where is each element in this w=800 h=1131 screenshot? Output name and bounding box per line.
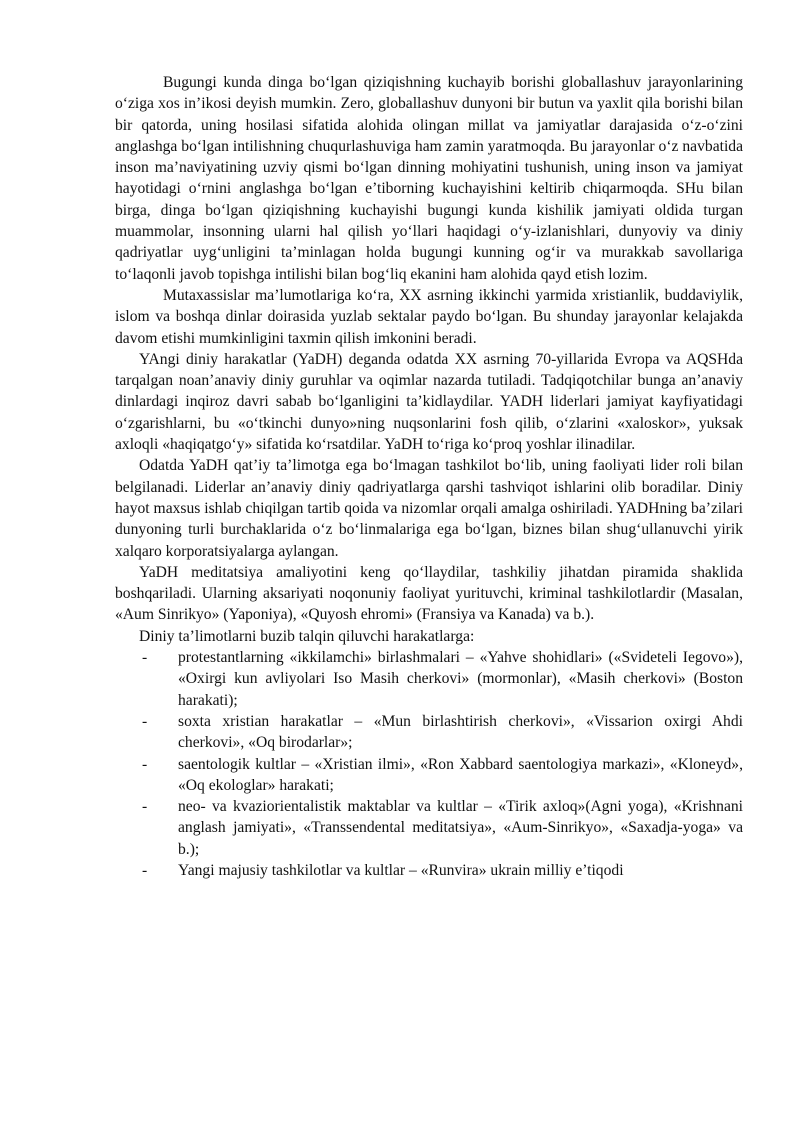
paragraph-globalization: Bugungi kunda dinga bo‘lgan qiziqishning kuchayib borishi globallashuv jarayonlarining o‘ziga xos in’ikosi deyish mumkin. Zero, globallashuv dunyoni bir butun va yaxlit qila borishi bilan bir qatorda, uning hosilasi sifatida alohida olingan millat va jamiyatlar darajasida o‘z-o‘zini anglashga bo‘lgan intilishning chuqurlashuviga ham zamin yaratmoqda. Bu jarayonlar o‘z navbatida inson ma’naviyatining uzviy qismi bo‘lgan dinning mohiyatini tushunish, uning inson va jamiyat hayotidagi o‘rnini anglashga bo‘lgan e’tiborning kuchayishini keltirib chiqarmoqda. SHu bilan birga, dinga bo‘lgan qiziqishning kuchayishi bugungi kunda kishilik jamiyati oldida turgan muammolar, insonning ularni hal qilish yo‘llari haqidagi o‘y-izlanishlari, dunyoviy va diniy qadriyatlar uyg‘unligini ta’minlagan holda bugungi kunning og‘ir va murakkab savollariga to‘laqonli javob topishga intilishi bilan bog‘liq ekanini ham alohida qayd etish lozim.: [115, 74, 743, 283]
list-bullet: -: [142, 755, 148, 773]
list-item: [115, 860, 743, 881]
list-item: [115, 754, 743, 797]
list-bullet: -: [142, 649, 148, 667]
list-bullet: -: [142, 861, 148, 879]
paragraph-new-religious-movements: YAngi diniy harakatlar (YaDH) deganda odatda XX asrning 70-yillarida Evropa va AQSHda tarqalgan noan’anaviy diniy guruhlar va oqimlar nazarda tutiladi. Tadqiqotchilar bunga an’anaviy dinlardagi inqiroz davri sabab bo‘lganligini ta’kidlaydilar. YADH liderlari jamiyat kayfiyatidagi o‘zgarishlarni, bu «o‘tkinchi dunyo»ning nuqsonlarini fosh qilib, o‘zlarini «xaloskor», yuksak axloqli «haqiqatgo‘y» sifatida ko‘rsatdilar. YaDH to‘riga ko‘proq yoshlar ilinadilar.: [115, 350, 743, 454]
list-item-text: protestantlarning «ikkilamchi» birlashmalari – «Yahve shohidlari» («Svideteli Iegovo»), «Oxirgi kun avliyolari Iso Masih cherkovi» (mormonlar), «Masih cherkovi» (Boston harakati);: [178, 649, 743, 709]
list-bullet: -: [142, 712, 148, 730]
paragraph-leadership: Odatda YaDH qat’iy ta’limotga ega bo‘lmagan tashkilot bo‘lib, uning faoliyati lider roli bilan belgilanadi. Liderlar an’anaviy diniy qadriyatlarga qarshi tashviqot ishlarini olib boradilar. Diniy hayot maxsus ishlab chiqilgan tartib qoida va nizomlar orqali amalga oshiriladi. YADHning ba’zilari dunyoning turli burchaklarida o‘z bo‘linmalariga ega bo‘lgan, biznes bilan shug‘ullanuvchi yirik xalqaro korporatsiyalarga aylangan.: [115, 457, 743, 560]
paragraph-sects: Mutaxassislar ma’lumotlariga ko‘ra, XX asrning ikkinchi yarmida xristianlik, buddaviylik, islom va boshqa dinlar doirasida yuzlab sektalar paydo bo‘lgan. Bu shunday jarayonlar kelajakda davom etishi mumkinligini taxmin qilish imkonini beradi.: [115, 286, 743, 347]
paragraph-list-intro: Diniy ta’limotlarni buzib talqin qiluvchi harakatlarga:: [139, 627, 475, 645]
list-item-text: Yangi majusiy tashkilotlar va kultlar – «Runvira» ukrain milliy e’tiqodi: [178, 861, 624, 879]
document-page: [115, 72, 743, 881]
list-item-text: soxta xristian harakatlar – «Mun birlashtirish cherkovi», «Vissarion oxirgi Ahdi cherkovi», «Oq birodarlar»;: [178, 712, 743, 752]
list-item-text: saentologik kultlar – «Xristian ilmi», «Ron Xabbard saentologiya markazi», «Kloneyd», «Oq ekologlar» harakati;: [178, 755, 743, 794]
list-item: [115, 647, 743, 711]
list-bullet: -: [142, 798, 148, 816]
movements-list: [115, 647, 743, 881]
list-item: [115, 711, 743, 754]
list-item: [115, 796, 743, 860]
list-item-text: neo- va kvaziorientalistik maktablar va kultlar – «Tirik axloq»(Agni yoga), «Krishnani anglash jamiyati», «Transsendental meditatsiya», «Aum-Sinrikyo», «Saxadja-yoga» va b.);: [178, 798, 743, 858]
paragraph-meditation: YaDH meditatsiya amaliyotini keng qo‘llaydilar, tashkiliy jihatdan piramida shaklida boshqariladi. Ularning aksariyati noqonuniy faoliyat yurituvchi, kriminal tashkilotlardir (Masalan, «Aum Sinrikyo» (Yaponiya), «Quyosh ehromi» (Fransiya va Kanada) va b.).: [115, 563, 743, 624]
